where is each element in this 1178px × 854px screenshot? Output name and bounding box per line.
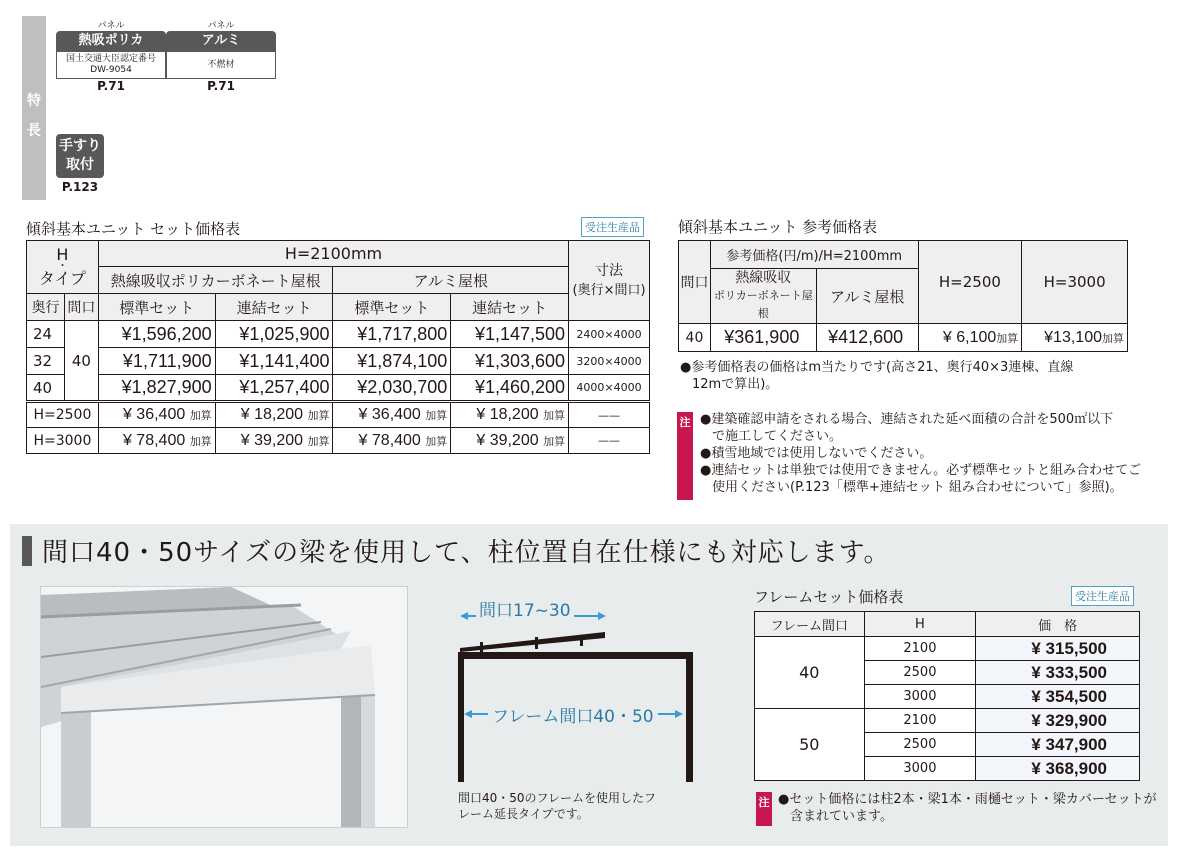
table-row	[755, 637, 1140, 661]
caption-line-1: 間口40・50のフレームを使用したフ	[458, 791, 657, 805]
frame-note-line-1: ●セット価格には柱2本・梁1本・雨樋セット・梁カバーセットが	[778, 792, 1157, 807]
ref-price-cell: ¥361,900	[710, 324, 816, 352]
depth-cell: 32	[27, 348, 65, 375]
carport-illustration	[41, 587, 408, 828]
frame-note	[778, 791, 1157, 825]
price-cell: ¥1,711,900	[98, 348, 215, 375]
ref-note-line-2: 12mで算出)。	[692, 377, 779, 392]
roof-alu-header: アルミ屋根	[333, 267, 569, 294]
add-row-label: H=2500	[27, 402, 99, 428]
price-cell: ¥1,303,600	[451, 348, 569, 375]
add-suffix: 加算	[189, 435, 212, 448]
type-header	[27, 241, 99, 294]
std-set-header: 標準セット	[98, 294, 215, 321]
note-line: 使用ください(P.123「標準+連結セット 組み合わせについて」参照)。	[712, 480, 1123, 495]
features-char-2: 長	[27, 123, 41, 139]
arrow-head-right	[598, 612, 606, 620]
panel-page-ref: P.71	[97, 79, 125, 93]
ref-h2500-header: H=2500	[918, 241, 1022, 324]
made-to-order-tag: 受注生産品	[581, 217, 644, 237]
note-line: ●建築確認申請をされる場合、連結された延べ面積の合計を500㎡以下	[700, 412, 1114, 427]
frame-price-cell: ¥ 315,500	[976, 637, 1140, 661]
ref-poly-line-2: ポリカーボネート屋根	[713, 289, 813, 320]
table-row	[27, 428, 650, 454]
dimension-cell: ——	[569, 428, 650, 454]
price-cell: ¥1,257,400	[215, 375, 333, 402]
frame-post-left	[458, 652, 464, 782]
arrow-head-left	[460, 612, 468, 620]
ref-price-header: 参考価格(円/m)/H=2100mm	[710, 241, 918, 269]
table-row	[755, 709, 1140, 733]
frame-price-cell: ¥ 333,500	[976, 661, 1140, 685]
frame-beam	[458, 652, 620, 659]
ref-poly-header	[710, 269, 816, 324]
add-price: ¥ 78,400	[122, 431, 186, 449]
table-row	[27, 348, 650, 375]
features-bar	[22, 16, 46, 200]
depth-cell: 24	[27, 321, 65, 348]
price-cell: ¥1,874,100	[333, 348, 451, 375]
ref-price-cell: ¥412,600	[816, 324, 918, 352]
roof-poly-header: 熱線吸収ポリカーボネート屋根	[98, 267, 333, 294]
add-suffix: 加算	[307, 410, 330, 422]
ref-h3000-header: H=3000	[1022, 241, 1128, 324]
handrail-line-1: 手すり	[59, 138, 101, 154]
ref-add-price: ¥ 6,100	[942, 328, 997, 346]
frame-note-mark: 注	[756, 792, 772, 826]
set-price-table	[26, 240, 650, 454]
frame-price-table	[754, 611, 1140, 781]
ref-note	[680, 359, 1073, 393]
handrail-badge	[56, 134, 104, 178]
panel-name: 熱吸ポリカ	[56, 31, 166, 51]
frame-h-cell: 2500	[864, 661, 976, 685]
dimension-header	[569, 241, 650, 321]
frame-h-cell: 2100	[864, 637, 976, 661]
arrow-head-left	[464, 710, 472, 718]
panel-body	[56, 51, 166, 79]
price-cell: ¥1,717,800	[333, 321, 451, 348]
note-line: ●連結セットは単独では使用できません。必ず標準セットと組み合わせてご	[700, 463, 1142, 478]
dimension-cell: 2400×4000	[569, 321, 650, 348]
frame-h-cell: 2100	[864, 709, 976, 733]
frame-note-line-2: 含まれています。	[790, 809, 893, 824]
add-price: ¥ 36,400	[358, 406, 421, 423]
frame-price-cell: ¥ 347,900	[976, 733, 1140, 757]
table-row	[27, 402, 650, 428]
carport-photo	[40, 586, 408, 828]
heading-bar	[22, 536, 32, 566]
add-price: ¥ 39,200	[476, 431, 539, 449]
std-set-header: 標準セット	[333, 294, 451, 321]
frame-h-cell: 2500	[864, 733, 976, 757]
dot: ・	[57, 261, 68, 272]
table-row	[679, 324, 1128, 352]
frame-width-cell: 40	[755, 637, 865, 709]
ref-price-table	[678, 240, 1128, 352]
frame-h-cell: 3000	[864, 685, 976, 709]
handrail-line-2: 取付	[66, 157, 94, 173]
dim-label-2: (奥行×間口)	[572, 282, 646, 298]
add-price: ¥ 39,200	[240, 431, 304, 449]
made-to-order-tag: 受注生産品	[1071, 586, 1134, 606]
note-mark: 注	[677, 412, 693, 500]
ref-alu-header: アルミ屋根	[816, 269, 918, 324]
set-table-title: 傾斜基本ユニット セット価格表	[26, 220, 241, 238]
ref-add-price: ¥13,100	[1044, 328, 1102, 346]
frame-h-header: H	[864, 612, 976, 637]
ref-width-cell: 40	[679, 324, 711, 352]
arrow-head-right	[675, 710, 683, 718]
add-price: ¥ 78,400	[358, 431, 421, 449]
panel-card-aluminium	[166, 18, 276, 93]
frame-post-right	[686, 652, 693, 782]
dimension-cell: ——	[569, 402, 650, 428]
add-suffix: 加算	[189, 410, 212, 422]
link-set-header: 連結セット	[451, 294, 569, 321]
add-suffix: 加算	[543, 435, 566, 448]
price-cell: ¥1,460,200	[451, 375, 569, 402]
frame-width-header: フレーム間口	[755, 612, 865, 637]
add-price: ¥ 18,200	[240, 406, 304, 423]
frame-width-label: フレーム間口40・50	[488, 702, 658, 727]
panel-card-polycarbonate	[56, 18, 166, 93]
add-row-label: H=3000	[27, 428, 99, 454]
frame-price-cell: ¥ 368,900	[976, 757, 1140, 781]
price-cell: ¥1,147,500	[451, 321, 569, 348]
note-line: で施工してください。	[712, 429, 843, 444]
price-cell: ¥1,596,200	[98, 321, 215, 348]
frame-h-cell: 3000	[864, 757, 976, 781]
price-cell: ¥2,030,700	[333, 375, 451, 402]
section-heading: 間口40・50サイズの梁を使用して、柱位置自在仕様にも対応します。	[42, 538, 891, 568]
notes-block	[700, 411, 1141, 496]
panel-line-2: DW-9054	[90, 65, 132, 75]
price-cell: ¥1,827,900	[98, 375, 215, 402]
add-suffix: 加算	[996, 332, 1019, 345]
panel-line-1: 不燃材	[207, 60, 235, 70]
add-suffix: 加算	[307, 435, 330, 448]
panel-line-1: 国土交通大臣認定番号	[65, 54, 156, 64]
note-line: ●積雪地域では使用しないでください。	[700, 446, 933, 461]
ref-note-line-1: ●参考価格表の価格はm当たりです(高さ21、奥行40×3連棟、直線	[680, 360, 1074, 375]
add-suffix: 加算	[1102, 332, 1124, 345]
link-set-header: 連結セット	[215, 294, 333, 321]
ref-table-title: 傾斜基本ユニット 参考価格表	[678, 218, 878, 236]
dimension-cell: 3200×4000	[569, 348, 650, 375]
frame-width-cell: 50	[755, 709, 865, 781]
price-cell: ¥1,141,400	[215, 348, 333, 375]
table-row	[27, 375, 650, 402]
frame-table-title: フレームセット価格表	[754, 588, 904, 606]
ref-width-header: 間口	[679, 241, 711, 324]
frame-price-cell: ¥ 354,500	[976, 685, 1140, 709]
width-cell: 40	[64, 321, 98, 402]
top-width-label: 間口17~30	[476, 596, 574, 621]
depth-header: 奥行	[27, 294, 65, 321]
panel-body	[166, 51, 276, 79]
add-price: ¥ 36,400	[122, 406, 186, 423]
ref-poly-line-1: 熱線吸収	[735, 270, 792, 286]
width-header: 間口	[64, 294, 98, 321]
table-row	[27, 321, 650, 348]
frame-price-cell: ¥ 329,900	[976, 709, 1140, 733]
price-cell: ¥1,025,900	[215, 321, 333, 348]
panel-sub-label: パネル	[207, 21, 235, 31]
dimension-cell: 4000×4000	[569, 375, 650, 402]
panel-sub-label: パネル	[97, 21, 125, 31]
add-suffix: 加算	[425, 410, 448, 422]
features-char-1: 特	[27, 93, 41, 109]
add-suffix: 加算	[425, 435, 448, 448]
dim-label-1: 寸法	[595, 262, 624, 279]
caption-line-2: レーム延長タイプです。	[458, 807, 589, 821]
height-header: H=2100mm	[98, 241, 568, 267]
depth-cell: 40	[27, 375, 65, 402]
add-suffix: 加算	[543, 410, 566, 422]
panel-name: アルミ	[166, 31, 276, 51]
h-label: H	[56, 245, 69, 264]
handrail-page-ref: P.123	[61, 180, 99, 194]
diagram-caption	[458, 790, 656, 822]
panel-page-ref: P.71	[207, 79, 235, 93]
frame-price-header: 価 格	[976, 612, 1140, 637]
type-label: タイプ	[38, 269, 87, 288]
add-price: ¥ 18,200	[476, 406, 539, 423]
